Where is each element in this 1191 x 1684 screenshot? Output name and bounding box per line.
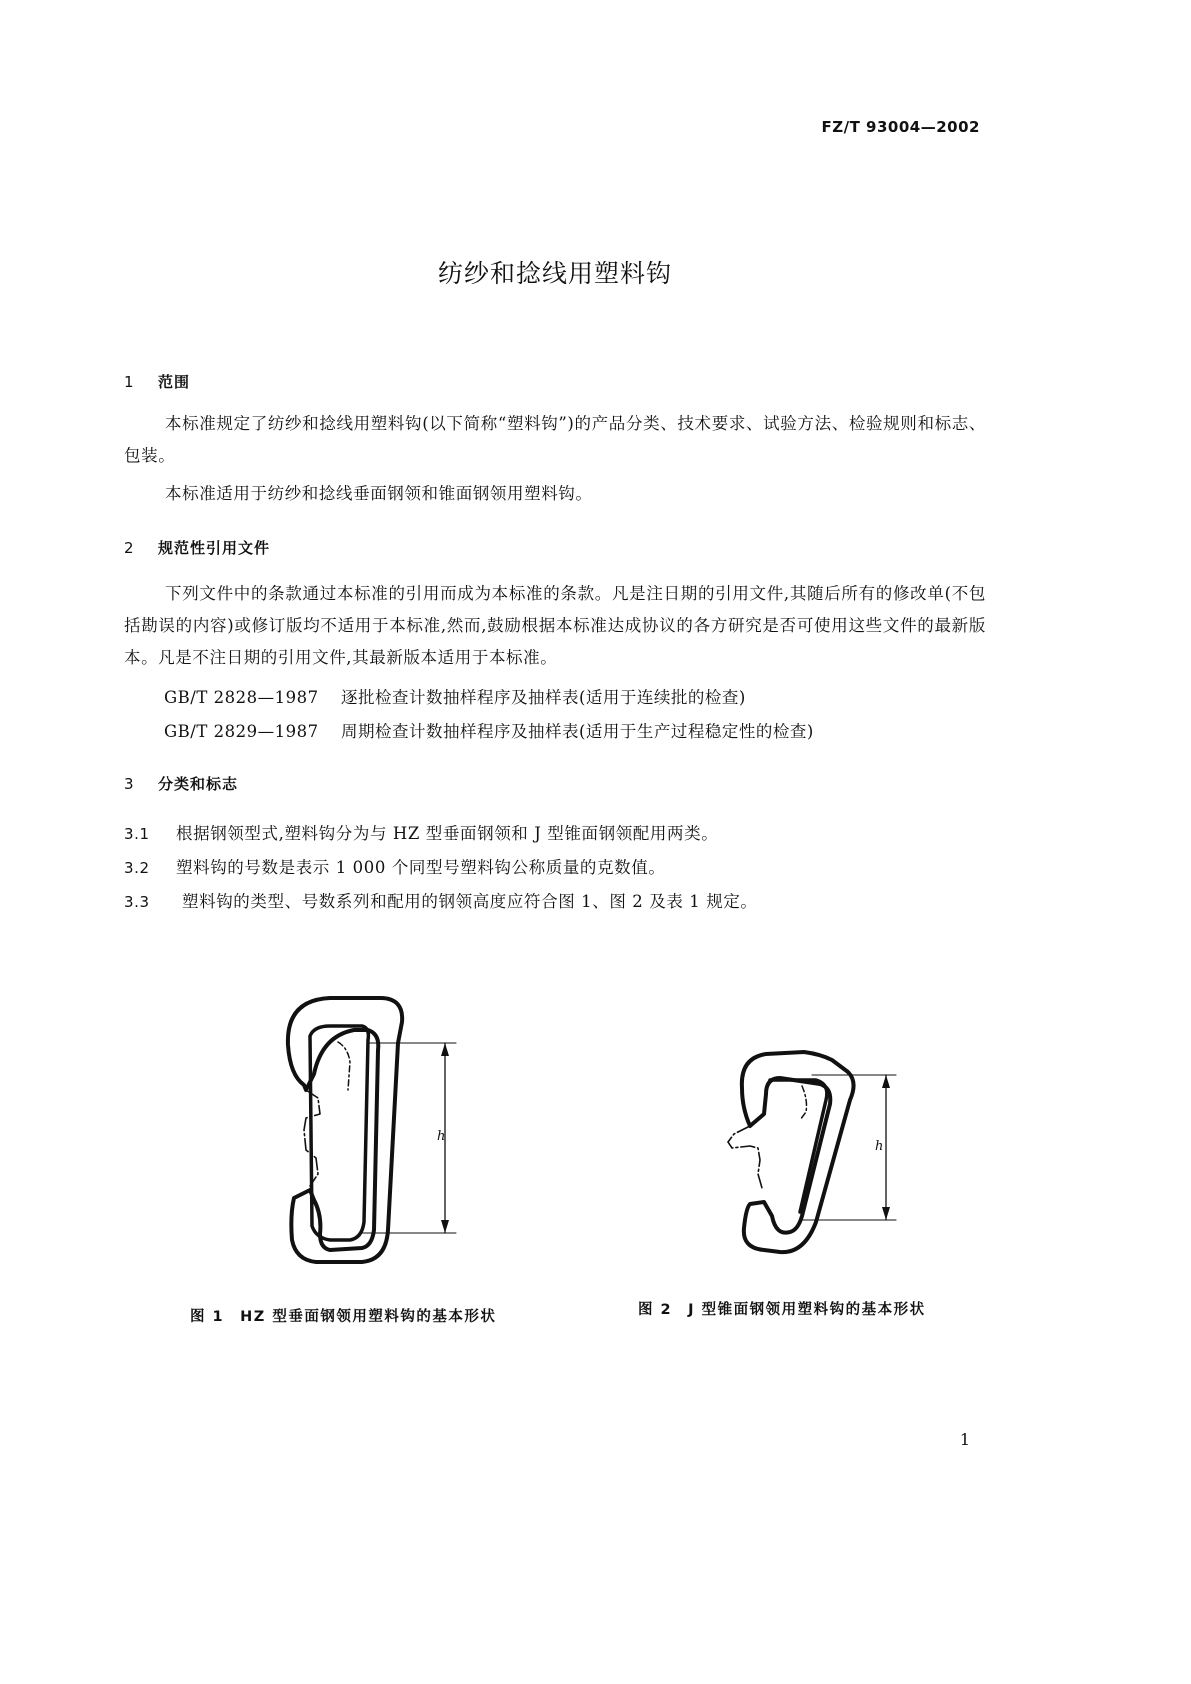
clause-3-2: [124, 854, 665, 878]
reference-item: [164, 684, 746, 708]
clause-3-1: [124, 820, 718, 844]
clause-text: 塑料钩的号数是表示 1 000 个同型号塑料钩公称质量的克数值。: [176, 858, 666, 877]
reference-code: GB/T 2828—1987: [164, 688, 319, 707]
clause-number: 3.2: [124, 859, 150, 877]
section-2-paragraph: 下列文件中的条款通过本标准的引用而成为本标准的条款。凡是注日期的引用文件,其随后所有的修改单(不包括勘误的内容)或修订版均不适用于本标准,然而,鼓励根据本标准达成协议的各方研究是否可使用这些文件的最新版本。凡是不注日期的引用文件,其最新版本适用于本标准。: [124, 584, 986, 667]
section-1-paragraph-2: 本标准适用于纺纱和捻线垂面钢领和锥面钢领用塑料钩。: [165, 484, 593, 503]
section-title: 规范性引用文件: [158, 539, 271, 557]
hook-outer-outline: [288, 998, 402, 1262]
hook-neck-profile: [728, 1126, 762, 1188]
arrow-top: [441, 1043, 449, 1056]
clause-3-3: [124, 888, 758, 912]
figure-1-hz-hook-drawing: [270, 990, 480, 1280]
clause-number: 3.1: [124, 825, 150, 843]
reference-title: 逐批检查计数抽样程序及抽样表(适用于连续批的检查): [341, 688, 746, 707]
figure-2-caption: 图 2 J 型锥面钢领用塑料钩的基本形状: [638, 1302, 926, 1318]
arrow-top: [882, 1075, 890, 1088]
document-title: 纺纱和捻线用塑料钩: [437, 259, 672, 288]
section-2-heading: [124, 537, 270, 558]
standard-code: FZ/T 93004—2002: [821, 118, 980, 136]
hook-ring-dashline: [800, 1086, 807, 1120]
clause-number: 3.3: [124, 893, 150, 911]
section-3-heading: [124, 773, 238, 794]
section-number: 1: [124, 373, 135, 391]
section-1-paragraph-1: 本标准规定了纺纱和捻线用塑料钩(以下简称“塑料钩”)的产品分类、技术要求、试验方法、检验规则和标志、包装。: [124, 414, 986, 465]
dimension-label-h: h: [437, 1129, 446, 1144]
dimension-label-h: h: [875, 1139, 884, 1154]
reference-code: GB/T 2829—1987: [164, 722, 319, 741]
page-number: 1: [959, 1430, 970, 1449]
section-title: 分类和标志: [158, 775, 239, 793]
section-number: 3: [124, 775, 135, 793]
clause-text: 根据钢领型式,塑料钩分为与 HZ 型垂面钢领和 J 型锥面钢领配用两类。: [176, 824, 719, 843]
hook-ring-dashline: [338, 1042, 350, 1090]
arrow-bottom: [441, 1220, 449, 1233]
section-number: 2: [124, 539, 135, 557]
figure-1-caption: 图 1 HZ 型垂面钢领用塑料钩的基本形状: [190, 1309, 497, 1325]
reference-title: 周期检查计数抽样程序及抽样表(适用于生产过程稳定性的检查): [341, 722, 814, 741]
arrow-bottom: [882, 1207, 890, 1220]
section-1-heading: [124, 371, 190, 392]
clause-text: 塑料钩的类型、号数系列和配用的钢领高度应符合图 1、图 2 及表 1 规定。: [182, 892, 758, 911]
section-title: 范围: [158, 373, 191, 391]
reference-item: [164, 718, 814, 742]
figure-2-j-hook-drawing: [720, 1040, 910, 1270]
